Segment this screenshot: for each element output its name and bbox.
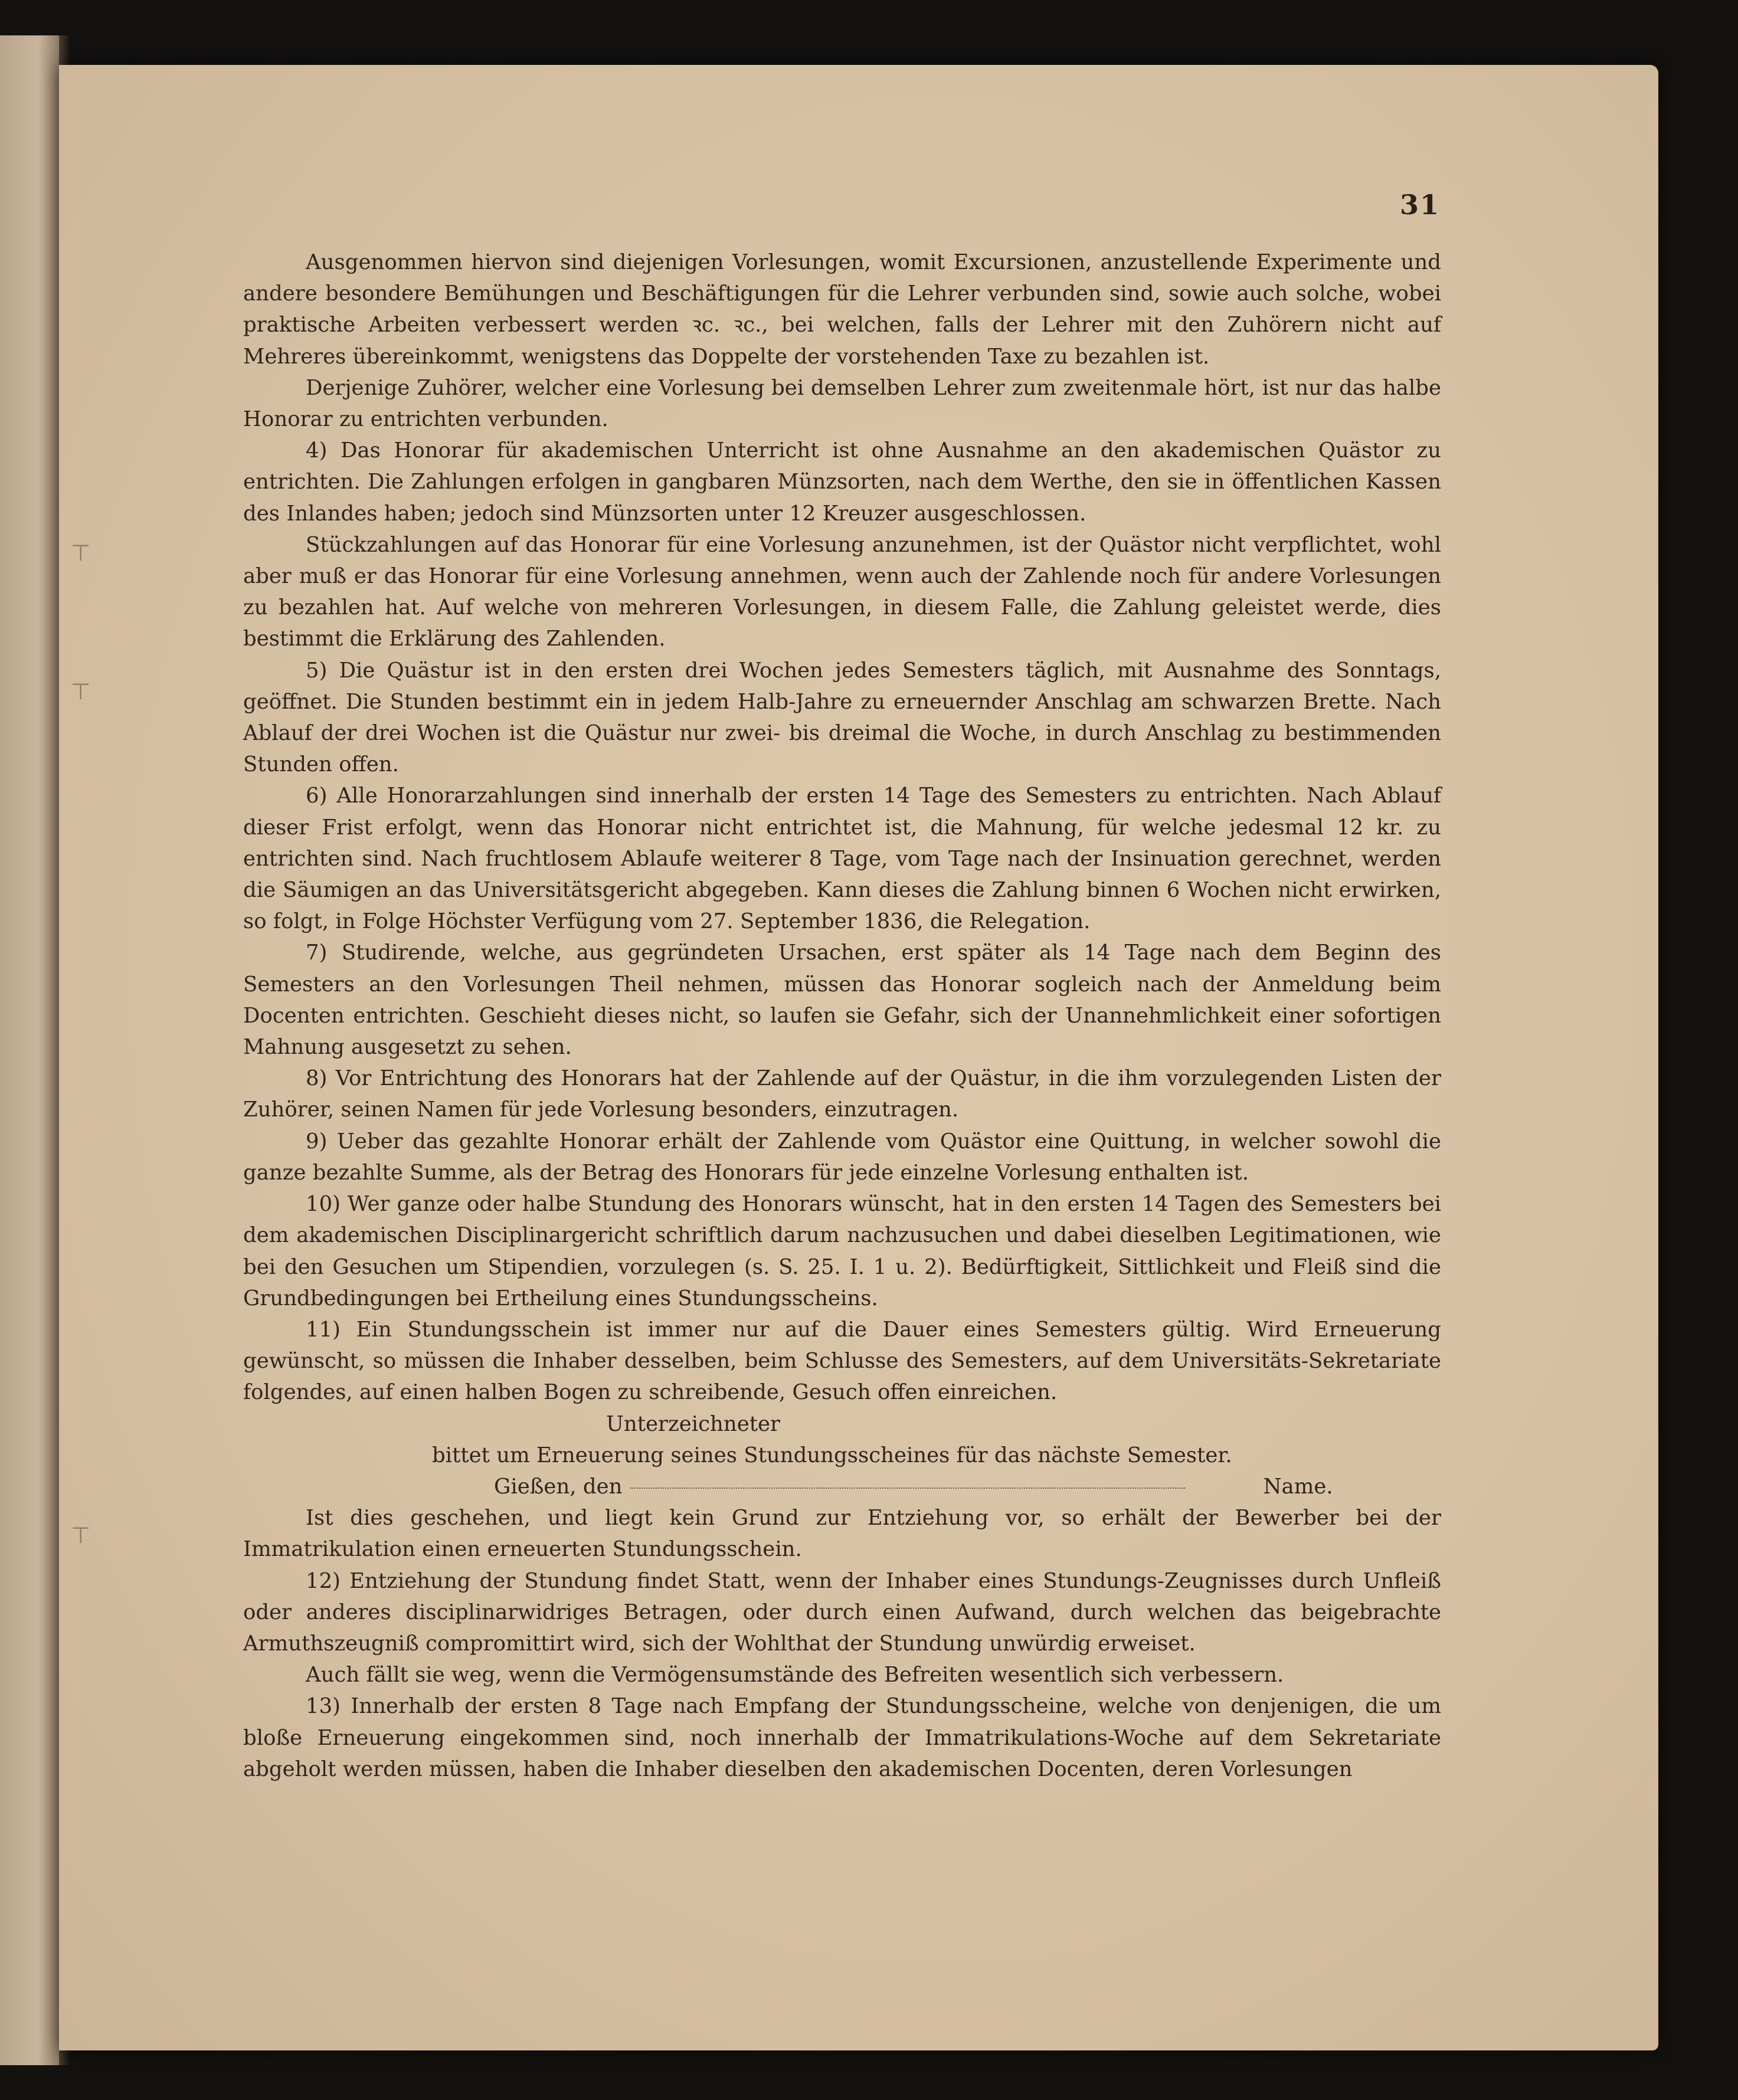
paragraph: Stückzahlungen auf das Honorar für eine Vorlesung anzunehmen, ist der Quästor nicht verpflichtet, wohl aber muß er das Honorar für eine Vorlesung annehmen, wenn auch der Zahlende noch für andere Vorlesungen zu bezahlen hat. Auf welche von mehreren Vorlesungen, in diesem Falle, die Zahlung geleistet werde, dies bestimmt die Erklärung des Zahlenden. <box>243 532 1441 651</box>
petition-form <box>243 1408 1441 1503</box>
body-text <box>243 247 1441 1785</box>
form-place: Gießen, den <box>494 1474 623 1499</box>
margin-tick: ⊤ <box>71 679 91 705</box>
paragraph: Ist dies geschehen, und liegt kein Grund zur Entziehung vor, so erhält der Bewerber bei der Immatrikulation einen erneuerten Stundungsschein. <box>243 1506 1441 1562</box>
paragraph: 4) Das Honorar für akademischen Unterricht ist ohne Ausnahme an den akademischen Quästor zu entrichten. Die Zahlungen erfolgen in gangbaren Münzsorten, nach dem Werthe, den sie in öffentlichen Kassen des Inlandes haben; jedoch sind Münzsorten unter 12 Kreuzer ausgeschlossen. <box>243 438 1441 526</box>
form-name: Name. <box>1263 1474 1333 1499</box>
paragraph: 11) Ein Stundungsschein ist immer nur auf die Dauer eines Semesters gültig. Wird Erneuerung gewünscht, so müssen die Inhaber desselben, beim Schlusse des Semesters, auf dem Universitäts-Sekretariate folgendes, auf einen halben Bogen zu schreibende, Gesuch offen einreichen. <box>243 1317 1441 1405</box>
paragraph: 8) Vor Entrichtung des Honorars hat der Zahlende auf der Quästur, in die ihm vorzulegenden Listen der Zuhörer, seinen Namen für jede Vorlesung besonders, einzutragen. <box>243 1066 1441 1122</box>
paragraph: 12) Entziehung der Stundung findet Statt, wenn der Inhaber eines Stundungs-Zeugnisses durch Unfleiß oder anderes disciplinarwidriges Betragen, oder durch einen Aufwand, durch welchen das beigebrachte Armuthszeugniß compromittirt wird, sich der Wohlthat der Stundung unwürdig erweiset. <box>243 1568 1441 1656</box>
paragraph: 5) Die Quästur ist in den ersten drei Wochen jedes Semesters täglich, mit Ausnahme des Sonntags, geöffnet. Die Stunden bestimmt ein in jedem Halb-Jahre zu erneuernder Anschlag am schwarzen Brette. Nach Ablauf der drei Wochen ist die Quästur nur zwei- bis dreimal die Woche, in durch Anschlag zu bestimmenden Stunden offen. <box>243 658 1441 777</box>
paragraph: Ausgenommen hiervon sind diejenigen Vorlesungen, womit Excursionen, anzustellende Experimente und andere besondere Bemühungen und Beschäftigungen für die Lehrer verbunden sind, sowie auch solche, wobei praktische Arbeiten verbessert werden ꝛc. ꝛc., bei welchen, falls der Lehrer mit den Zuhörern nicht auf Mehreres übereinkommt, wenigstens das Doppelte der vorstehenden Taxe zu bezahlen ist. <box>243 250 1441 369</box>
dotted-blank <box>630 1488 1185 1489</box>
paragraph: Auch fällt sie weg, wenn die Vermögensumstände des Befreiten wesentlich sich verbessern. <box>306 1663 1284 1688</box>
paragraph: 6) Alle Honorarzahlungen sind innerhalb der ersten 14 Tage des Semesters zu entrichten. Nach Ablauf dieser Frist erfolgt, wenn das Honorar nicht entrichtet ist, die Mahnung, für welche jedesmal 12 kr. zu entrichten sind. Nach fruchtlosem Ablaufe weiterer 8 Tage, vom Tage nach der Insinuation gerechnet, werden die Säumigen an das Universitätsgericht abgegeben. Kann dieses die Zahlung binnen 6 Wochen nicht erwirken, so folgt, in Folge Höchster Verfügung vom 27. September 1836, die Relegation. <box>243 784 1441 934</box>
margin-tick: ⊤ <box>71 1522 91 1548</box>
paragraph: 10) Wer ganze oder halbe Stundung des Honorars wünscht, hat in den ersten 14 Tagen des Semesters bei dem akademischen Disciplinargericht schriftlich darum nachzusuchen und dabei dieselben Legitimationen, wie bei den Gesuchen um Stipendien, vorzulegen (s. S. 25. I. 1 u. 2). Bedürftigkeit, Sittlichkeit und Fleiß sind die Grundbedingungen bei Ertheilung eines Stundungsscheins. <box>243 1192 1441 1311</box>
margin-tick: ⊤ <box>71 540 91 566</box>
form-line: bittet um Erneuerung seines Stundungsscheines für das nächste Semester. <box>432 1443 1232 1467</box>
paragraph: 13) Innerhalb der ersten 8 Tage nach Empfang der Stundungsscheine, welche von denjenigen, die um bloße Erneuerung eingekommen sind, noch innerhalb der Immatrikulations-Woche auf dem Sekretariate abgeholt werden müssen, haben die Inhaber dieselben den akademischen Docenten, deren Vorlesungen <box>243 1694 1441 1781</box>
page-number: 31 <box>1400 189 1441 221</box>
paragraph: 9) Ueber das gezahlte Honorar erhält der Zahlende vom Quästor eine Quittung, in welcher sowohl die ganze bezahlte Summe, als der Betrag des Honorars für jede einzelne Vorlesung enthalten ist. <box>243 1129 1441 1185</box>
paragraph: Derjenige Zuhörer, welcher eine Vorlesung bei demselben Lehrer zum zweitenmale hört, ist nur das halbe Honorar zu entrichten verbunden. <box>243 375 1441 432</box>
form-line: Unterzeichneter <box>606 1411 780 1436</box>
form-signature-line <box>243 1471 1441 1502</box>
paragraph: 7) Studirende, welche, aus gegründeten Ursachen, erst später als 14 Tage nach dem Beginn des Semesters an den Vorlesungen Theil nehmen, müssen das Honorar sogleich nach der Anmeldung beim Docenten entrichten. Geschieht dieses nicht, so laufen sie Gefahr, sich der Unannehmlichkeit einer sofortigen Mahnung ausgesetzt zu sehen. <box>243 941 1441 1060</box>
